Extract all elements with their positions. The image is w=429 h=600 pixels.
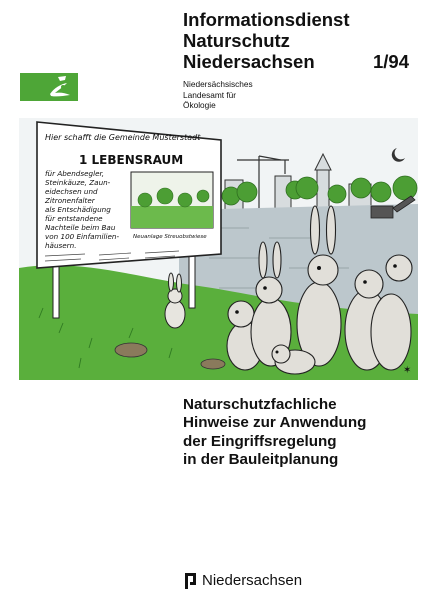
footer-text: Niedersachsen <box>202 572 303 589</box>
publication-title-line: Naturschutzfachliche <box>183 396 337 413</box>
publication-title-line: Hinweise zur Anwendung <box>183 414 367 432</box>
issue-number: 1/94 <box>373 51 410 72</box>
publication-title <box>183 396 366 469</box>
agency-logo-mark <box>20 73 78 101</box>
sign-headline: 1 LEBENSRAUM <box>79 153 184 167</box>
sign-text-line: für Abendsegler, <box>45 169 105 178</box>
publication-title-line: in der Bauleitplanung <box>183 450 339 468</box>
agency-line: Ökologie <box>183 100 216 110</box>
cartoon-drawing <box>19 118 418 380</box>
series-title-line: Naturschutz <box>183 30 290 51</box>
series-title-line: Niedersachsen <box>183 51 315 72</box>
cover-illustration <box>19 118 418 380</box>
sign-text-line: Nachteile beim Bau <box>45 223 116 232</box>
sign-text-line: häusern. <box>45 241 77 250</box>
agency-logo <box>20 73 78 101</box>
agency-line: Niedersächsisches <box>183 79 253 89</box>
agency-name <box>183 79 253 111</box>
sign-text-line: für entstandene <box>45 214 103 223</box>
sign-text-line: Zitronenfalter <box>45 196 95 205</box>
sign-text-line: von 100 Einfamilien- <box>45 232 120 241</box>
svg-text:✶: ✶ <box>403 365 412 376</box>
agency-line: Landesamt für <box>183 89 237 100</box>
footer <box>183 570 302 592</box>
series-title <box>183 9 350 72</box>
sign-text-line: als Entschädigung <box>45 205 111 214</box>
niedersachsen-logo-icon <box>183 572 197 590</box>
sign-text-line: eidechsen und <box>45 187 98 196</box>
series-title-line: Informationsdienst <box>183 9 350 30</box>
sign-line1: Hier schafft die Gemeinde Musterstadt <box>45 133 201 142</box>
sign-caption: Neuanlage Streuobstwiese <box>133 234 207 240</box>
publication-title-line: der Eingriffsregelung <box>183 432 337 450</box>
sign-text-line: Steinkäuze, Zaun- <box>45 178 111 187</box>
